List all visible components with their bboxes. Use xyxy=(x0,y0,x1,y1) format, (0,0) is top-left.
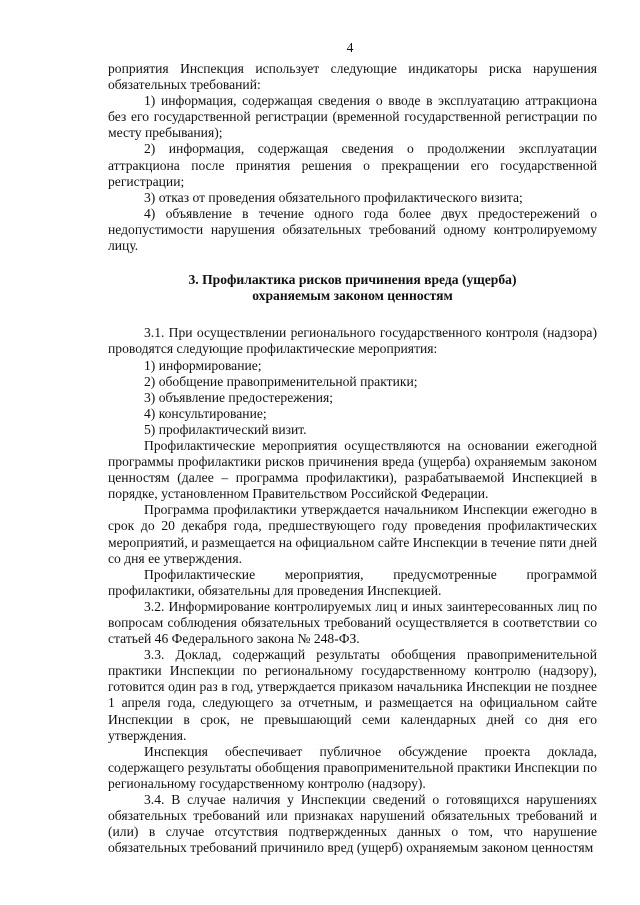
indicator-item-1: 1) информация, содержащая сведения о вводе в эксплуатацию аттракциона без его государственной регистрации (временной государственной регистрации по месту пребывания); xyxy=(108,93,597,141)
document-body xyxy=(108,61,597,856)
indicator-item-2: 2) информация, содержащая сведения о продолжении эксплуатации аттракциона после принятия решения о прекращении его государственной регистрации; xyxy=(108,141,597,189)
measure-item-3: 3) объявление предостережения; xyxy=(144,389,334,405)
page-number: 4 xyxy=(346,40,354,55)
paragraph-3-4: 3.4. В случае наличия у Инспекции сведений о готовящихся нарушениях обязательных требований или признаках нарушений обязательных требований и (или) в случае отсутствия подтвержденных данных о том, что нарушение обязательных требований причинило вред (ущерб) охраняемым законом ценностям xyxy=(108,792,597,856)
indicator-item-4: 4) объявление в течение одного года более двух предостережений о недопустимости нарушения обязательных требований одному контролируемому лицу. xyxy=(108,205,597,254)
measure-item-2: 2) обобщение правоприменительной практики; xyxy=(144,373,418,389)
measure-item-4: 4) консультирование; xyxy=(144,405,267,421)
paragraph-approval: Программа профилактики утверждается начальником Инспекции ежегодно в срок до 20 декабря года, предшествующего году проведения профилактических мероприятий, и размещается на официальном сайте Инспекции в течение пяти дней со дня ее утверждения. xyxy=(108,502,597,566)
paragraph-indicators-intro: роприятия Инспекция использует следующие индикаторы риска нарушения обязательных требований: xyxy=(108,61,597,93)
section-heading-line-1: 3. Профилактика рисков причинения вреда (ущерба) xyxy=(188,272,517,288)
paragraph-3-3: 3.3. Доклад, содержащий результаты обобщения правоприменительной практики Инспекции по региональному государственному контролю (надзору), готовится один раз в год, утверждается приказом начальника Инспекции не позднее 1 апреля года, следующего за отчетным, и размещается на официальном сайте Инспекции в срок, не превышающий семи календарных дней со дня его утверждения. xyxy=(108,647,597,743)
paragraph-program: Профилактические мероприятия осуществляются на основании ежегодной программы профилактики рисков причинения вреда (ущерба) охраняемым законом ценностям (далее – программа профилактики), разрабатываемой Инспекцией в порядке, установленном Правительством Российской Федерации. xyxy=(108,437,597,502)
measure-item-1: 1) информирование; xyxy=(144,357,262,373)
paragraph-discussion: Инспекция обеспечивает публичное обсуждение проекта доклада, содержащего результаты обобщения правоприменительной практики Инспекции по региональному государственному контролю (надзору). xyxy=(108,743,597,791)
paragraph-3-1: 3.1. При осуществлении регионального государственного контроля (надзора) проводятся следующие профилактические мероприятия: xyxy=(108,325,597,357)
paragraph-3-2: 3.2. Информирование контролируемых лиц и иных заинтересованных лиц по вопросам соблюдения обязательных требований осуществляется в соответствии со статьей 46 Федерального закона № 248-ФЗ. xyxy=(108,598,597,647)
section-heading-line-2: охраняемым законом ценностям xyxy=(252,288,453,304)
measure-item-5: 5) профилактический визит. xyxy=(144,421,307,437)
paragraph-mandatory: Профилактические мероприятия, предусмотренные программой профилактики, обязательны для проведения Инспекцией. xyxy=(108,566,597,598)
indicator-item-3: 3) отказ от проведения обязательного профилактического визита; xyxy=(144,189,523,205)
